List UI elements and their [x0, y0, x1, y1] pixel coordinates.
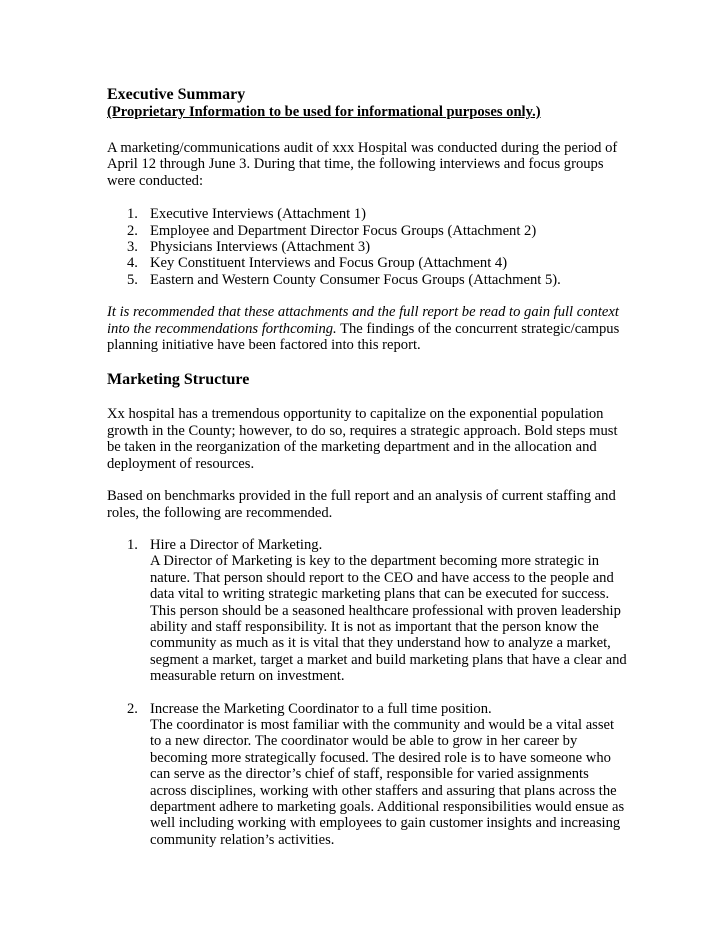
recommendation-body: The coordinator is most familiar with the community and would be a vital asset to a new director. The coordinator would be able to grow in her career by becoming more strategically focused. The desired role is to have someone who can serve as the director’s chief of staff, responsible for varied assignments across disciplines, working with other staffers and assuring that plans across the department adhere to marketing goals. Additional responsibilities would ensue as well including working with employees to gain customer insights and increasing community relation’s activities.	[150, 716, 625, 848]
list-item	[107, 255, 627, 271]
recommendation-title: Hire a Director of Marketing.	[150, 536, 323, 553]
document-page	[107, 86, 627, 848]
recommendation-item	[107, 537, 627, 685]
list-number: 2.	[127, 700, 138, 717]
list-number: 1.	[127, 206, 138, 223]
recommendation-title: Increase the Marketing Coordinator to a full time position.	[150, 700, 492, 717]
page-title: Executive Summary	[107, 86, 246, 103]
recommendations-list	[107, 537, 627, 848]
list-item-text: Physicians Interviews (Attachment 3)	[150, 239, 371, 256]
recommendation-paragraph	[107, 304, 627, 353]
recommendation-body: A Director of Marketing is key to the department becoming more strategic in nature. That person should report to the CEO and have access to the people and data vital to writing strategic marketing plans that can be executed for success. This person should be a seasoned healthcare professional with proven leadership ability and staff responsibility. It is not as important that the person know the community as much as it is vital that they understand how to analyze a market, segment a market, target a market and build marketing plans that have a clear and measurable return on investment.	[150, 553, 627, 685]
recommendation-item	[107, 701, 627, 849]
recommendation-normal: The findings of the concurrent strategic/campus planning initiative have been factored into this report.	[107, 320, 620, 354]
list-number: 3.	[127, 239, 138, 256]
list-item-text: Eastern and Western County Consumer Focus Groups (Attachment 5).	[150, 271, 561, 288]
list-number: 4.	[127, 255, 138, 272]
list-item-text: Employee and Department Director Focus Groups (Attachment 2)	[150, 222, 537, 239]
list-number: 5.	[127, 271, 138, 288]
list-item	[107, 239, 627, 255]
list-item	[107, 223, 627, 239]
structure-paragraph-2: Based on benchmarks provided in the full report and an analysis of current staffing and roles, the following are recommended.	[107, 488, 616, 521]
recommendation-italic: It is recommended that these attachments and the full report be read to gain full context into the recommendations forthcoming.	[107, 304, 619, 337]
list-item	[107, 206, 627, 222]
structure-paragraph-1: Xx hospital has a tremendous opportunity to capitalize on the exponential population growth in the County; however, to do so, requires a strategic approach. Bold steps must be taken in the reorganization of the marketing department and in the allocation and deployment of resources.	[107, 406, 618, 472]
intro-paragraph: A marketing/communications audit of xxx Hospital was conducted during the period of April 12 through June 3. During that time, the following interviews and focus groups were conducted:	[107, 140, 618, 189]
list-number: 1.	[127, 536, 138, 553]
list-item-text: Key Constituent Interviews and Focus Group (Attachment 4)	[150, 255, 508, 272]
attachments-list	[107, 206, 627, 288]
list-item-text: Executive Interviews (Attachment 1)	[150, 206, 366, 223]
section-heading: Marketing Structure	[107, 371, 250, 389]
list-item	[107, 272, 627, 288]
proprietary-notice: (Proprietary Information to be used for informational purposes only.)	[107, 104, 541, 120]
list-number: 2.	[127, 222, 138, 239]
